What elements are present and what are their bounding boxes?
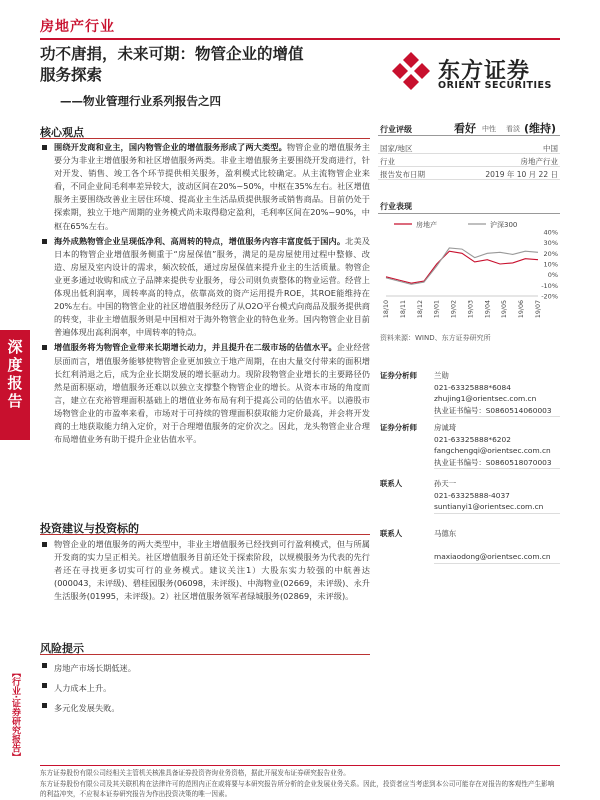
contact-1: 联系人 孙天一 021-63325888-4037 suntianyi1@orientsec.com.cn (378, 478, 560, 518)
rating-value: 看好 (454, 122, 476, 135)
contact-name: 马德东 (434, 529, 457, 538)
risk-section-body (40, 659, 370, 719)
risk-bullet-3: 多元化发展失败。 (40, 699, 370, 717)
contact-email: maxiaodong@orientsec.com.cn (434, 551, 560, 564)
page-title: 功不唐捐，未来可期：物管企业的增值 服务探索 (40, 45, 304, 84)
x-tick-label: 19/05 (501, 300, 509, 319)
legend-label-1: 沪深300 (490, 221, 518, 229)
y-tick-label: 20% (543, 249, 558, 258)
rating-label: 行业评级 (380, 125, 412, 134)
analyst-email: fangchengqi@orientsec.com.cn (434, 446, 551, 456)
analyst-phone: 021-63325888*6202 (434, 434, 511, 444)
contact-phone: 021-63325888-4037 (434, 490, 510, 500)
risk-section-divider (40, 654, 370, 655)
analyst-cert: 执业证书编号：S0860518070003 (434, 457, 560, 470)
contact-phone (434, 540, 560, 552)
page-subtitle: ——物业管理行业系列报告之四 (60, 94, 221, 108)
x-tick-label: 19/01 (433, 300, 441, 319)
footer-disclaimer: 东方证券股份有限公司经相关主管机关核准具备证券投资咨询业务资格，据此开展发布证券研究报告业务。 东方证券股份有限公司及其关联机构在法律许可的范围内正在或将要与本研究报告所分析的企业发展业务关系。因此，投资者应当考虑到本公司可能存在对报告的客观性产生影响的利益冲突，不应视本证券研究报告为作出投资决策的唯一因素。 (40, 769, 555, 798)
x-tick-label: 19/02 (450, 300, 458, 319)
info-row-industry: 行业 房地产行业 (378, 154, 560, 167)
x-tick-label: 19/07 (535, 300, 542, 319)
y-tick-label: 40% (543, 228, 558, 237)
core-bullet-2: 海外成熟物管企业呈现低净利、高周转的特点，增值服务内容丰富度低于国内。北美及日本的物管企业增值服务侧重于“房屋保值”服务，满足的是房屋使用过程中整修、改造、房屋及室内设计的需求，频次较低，通过房屋保值来提升业主的生活质量。物管企业更多通过收购和成立子品牌来提供专业服务，母公司则负责整体的物业运营。经营上体现出低利润率，周转率高的特点，依靠高效的资产运用提升ROE，其ROE能维持在20%左右。中国的物管企业的社区增值服务经历了从O2O平台模式向商品及服务提供商的转变，非业主增值服务则是中国相对于海外物管企业的特色业务。国内物管企业目前普遍体现出高利润率，中周转率的特点。 (40, 235, 370, 340)
risk-bullet-2: 人力成本上升。 (40, 679, 370, 697)
invest-section-title: 投资建议与投资标的 (40, 522, 139, 535)
x-tick-label: 19/04 (484, 300, 492, 319)
info-row-region: 国家/地区 中国 (378, 141, 560, 154)
analyst-phone: 021-63325888*6084 (434, 382, 511, 392)
analyst-email: zhujing1@orientsec.com.cn (434, 394, 537, 404)
x-tick-label: 18/11 (399, 300, 407, 319)
analyst-name: 房诚琦 (434, 423, 457, 432)
report-type-label: 深 度 报 告 (7, 338, 23, 410)
risk-section-title: 风险提示 (40, 642, 84, 655)
rating-option-negative: 看淡 (506, 125, 520, 133)
report-category-tab (0, 660, 30, 770)
industry-rating (378, 120, 560, 136)
info-row-date: 报告发布日期 2019 年 10 月 22 日 (378, 167, 560, 180)
industry-label: 房地产行业 (40, 19, 115, 35)
rating-maintain: (维持) (524, 122, 557, 135)
core-bullet-1: 围绕开发商和业主，国内物管企业的增值服务形成了两大类型。物管企业的增值服务主要分为非业主增值服务和社区增值服务两类。非业主增值服务主要围绕开发商进行，针对开发、销售、竣工各个环节提供相关服务，盈利模式比较确定。从主流物管企业来看，不同企业间毛利率差异较大，波动区间在20%~50%，中枢在35%左右。社区增值服务主要围绕改善业主居住环境、提高业主生活品质提供服务或销售商品。目前仍处于探索期，独立于地产周期的业务模式尚未取得稳定盈利，毛利率区间在20%~90%，中枢在65%左右。 (40, 141, 370, 233)
x-tick-label: 19/06 (518, 300, 526, 319)
report-type-tab (0, 330, 30, 440)
performance-chart (378, 218, 560, 330)
y-tick-label: 30% (543, 239, 558, 248)
invest-bullet-1: 物管企业的增值服务的两大类型中，非业主增值服务已经找到可行盈利模式，但与所属开发商的实力呈正相关。社区增值服务目前还处于探索阶段，以规模服务为代表的先行者还在寻找更多切实可行的业务模式。建议关注1）大股东实力较强的中航善达(000043，未评级)、碧桂园服务(06098，未评级)、中海物业(02669，未评级)、永升生活服务(01995，未评级)。2）社区增值服务领军者绿城服务(02869，未评级)。 (40, 538, 370, 603)
analyst-2: 证券分析师 房诚琦 021-63325888*6202 fangchengqi@orientsec.com.cn 执业证书编号：S0860518070003 (378, 422, 560, 470)
contact-email: suntianyi1@orientsec.com.cn (434, 501, 560, 514)
series-line-0 (386, 251, 538, 283)
header-divider (40, 38, 560, 40)
contact-2: 联系人 马德东 maxiaodong@orientsec.com.cn (378, 528, 560, 568)
invest-section-body (40, 538, 370, 605)
report-category-label: 【行业·证券研究报告】 (10, 668, 20, 762)
analyst-1: 证券分析师 兰勋 021-63325888*6084 zhujing1@orientsec.com.cn 执业证书编号：S0860514060003 (378, 370, 560, 418)
footer-divider (40, 765, 560, 766)
logo-chinese-name: 东方证券 (438, 59, 531, 84)
analyst-name: 兰勋 (434, 371, 449, 380)
x-tick-label: 18/12 (416, 300, 424, 319)
orient-logo-icon (390, 50, 432, 92)
logo-english-name: ORIENT SECURITIES (438, 80, 552, 91)
performance-title: 行业表现 (378, 200, 560, 214)
y-tick-label: 10% (543, 260, 558, 269)
contact-name: 孙天一 (434, 479, 457, 488)
chart-source: 资料来源：WIND、东方证券研究所 (380, 334, 491, 342)
core-section-divider (40, 138, 370, 139)
y-tick-label: -10% (541, 281, 558, 290)
x-tick-label: 18/10 (383, 300, 390, 319)
y-tick-label: 0% (547, 271, 558, 280)
analyst-cert: 执业证书编号：S0860514060003 (434, 405, 560, 418)
rating-option-neutral: 中性 (482, 125, 496, 133)
core-bullet-3: 增值服务将为物管企业带来长期增长动力，并且提升在二级市场的估值水平。企业经营层面而言，增值服务能够使物管企业更加独立于地产周期，在由大量交付带来的面积增长红利消退之后，成为企业长期发展的增长驱动力。现阶段物管企业增长的主要路径仍然是面积驱动，增值服务还难以以独立支撑整个物管企业的增长。从资本市场的角度而言，建立在充裕管理面积基础上的增值业务布局有利于提高公司的估值水平。以港股市场物管企业的市盈率来看，市场对于可持续的管理面积获取能力定价最高，并会将开发商的土地获取能力纳入定价，对于合理增值服务的定价次之。因此，龙头物管企业合理布局增值业务有助于提升企业估值水平。 (40, 341, 370, 446)
company-logo (390, 50, 560, 100)
core-section-title: 核心观点 (40, 126, 84, 139)
y-tick-label: -20% (541, 292, 558, 301)
core-section-body (40, 141, 370, 448)
legend-label-0: 房地产 (416, 221, 437, 229)
x-tick-label: 19/03 (467, 300, 475, 319)
invest-section-divider (40, 534, 370, 535)
risk-bullet-1: 房地产市场长期低迷。 (40, 659, 370, 677)
